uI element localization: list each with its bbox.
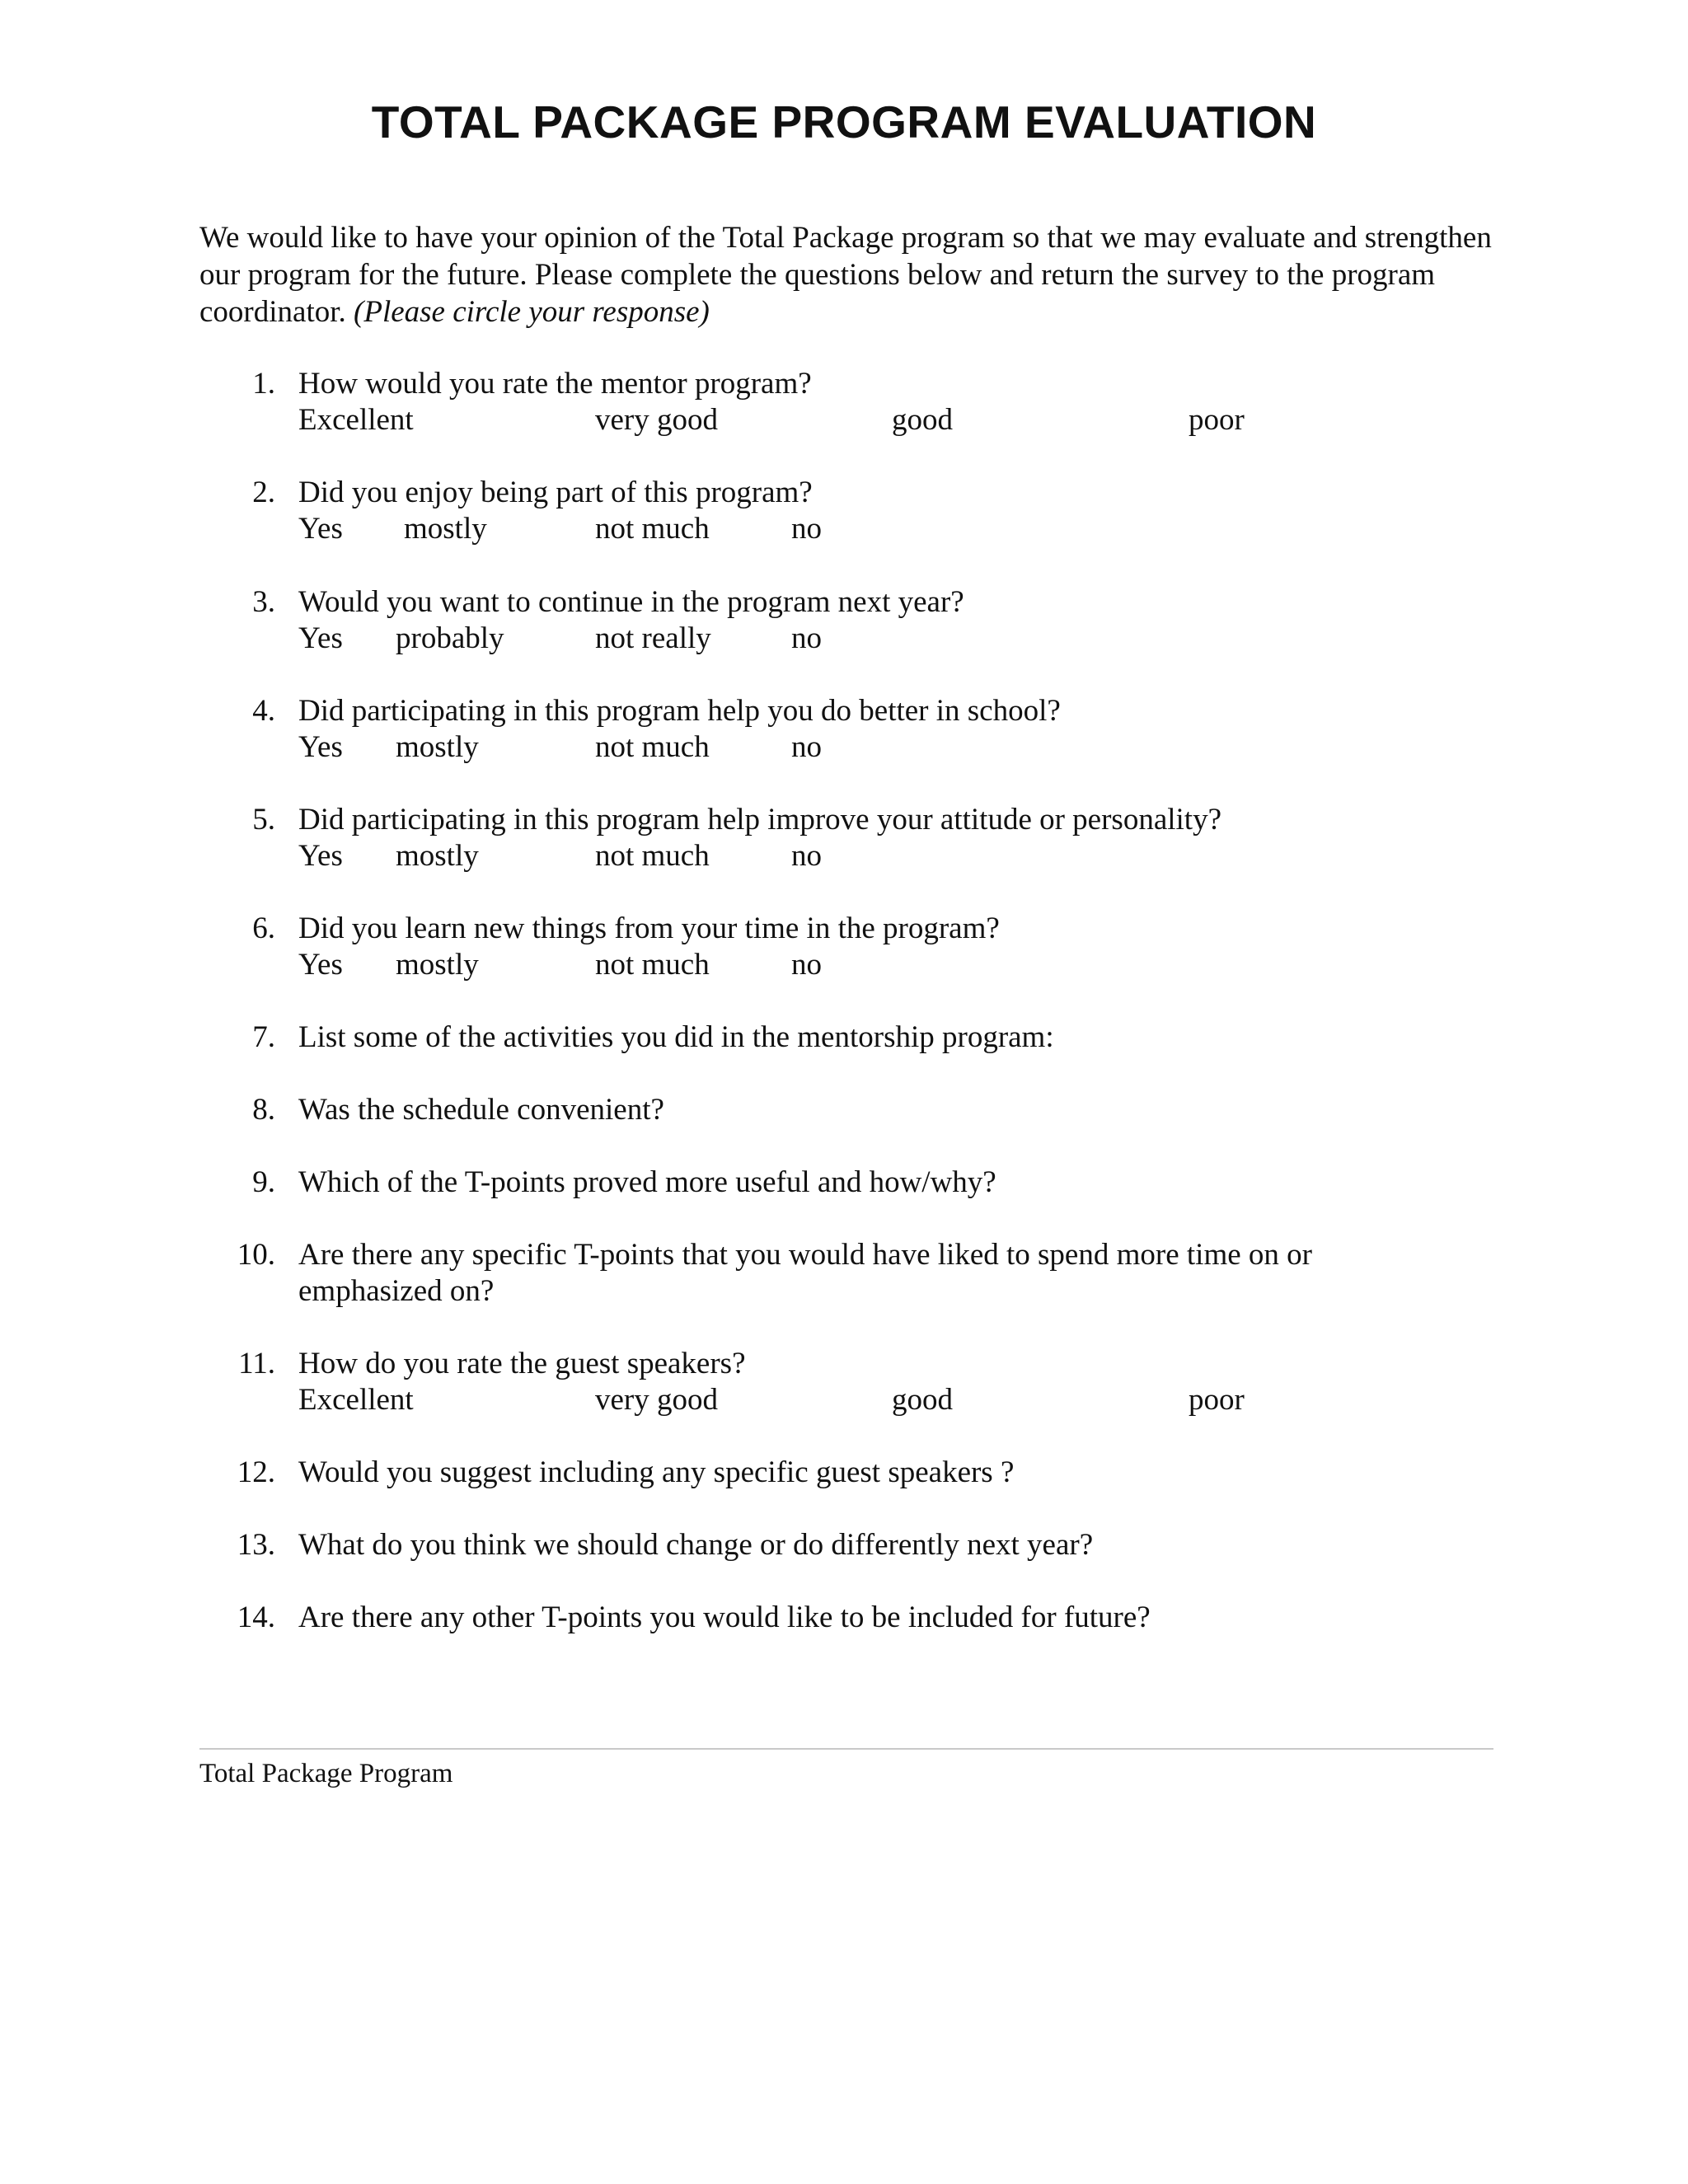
question-number: 3.	[252, 585, 275, 619]
answer-option[interactable]: no	[791, 730, 822, 764]
answer-option[interactable]: good	[892, 403, 953, 437]
question-text: Would you suggest including any specific guest speakers ?	[298, 1455, 1015, 1489]
question-number: 1.	[252, 367, 275, 401]
question-number: 4.	[252, 694, 275, 728]
question-text: Are there any specific T-points that you would have liked to spend more time on or emphasized on?	[298, 1238, 1312, 1308]
answer-option[interactable]: Yes	[298, 839, 343, 873]
answer-option[interactable]: no	[791, 948, 822, 982]
question-number: 10.	[237, 1238, 275, 1272]
answer-option[interactable]: not much	[595, 512, 710, 546]
answer-option[interactable]: good	[892, 1383, 953, 1417]
question-number: 5.	[252, 803, 275, 837]
answer-option[interactable]: very good	[595, 403, 718, 437]
answer-option[interactable]: very good	[595, 1383, 718, 1417]
answer-option[interactable]: probably	[396, 621, 504, 655]
answer-option[interactable]: Excellent	[298, 403, 414, 437]
question-text: Are there any other T-points you would like to be included for future?	[298, 1601, 1151, 1634]
question-text: Did you learn new things from your time in the program?	[298, 912, 1000, 945]
footer-text: Total Package Program	[199, 1759, 453, 1788]
question-number: 12.	[237, 1455, 275, 1489]
answer-option[interactable]: not much	[595, 839, 710, 873]
question-text: Was the schedule convenient?	[298, 1093, 664, 1127]
answer-option[interactable]: poor	[1189, 403, 1245, 437]
intro-note: (Please circle your response)	[354, 295, 710, 329]
question-number: 11.	[238, 1347, 275, 1380]
answer-option[interactable]: not much	[595, 948, 710, 982]
question-number: 13.	[237, 1528, 275, 1562]
question-text: List some of the activities you did in the mentorship program:	[298, 1020, 1054, 1054]
answer-option[interactable]: Excellent	[298, 1383, 414, 1417]
answer-option[interactable]: poor	[1189, 1383, 1245, 1417]
answer-option[interactable]: no	[791, 512, 822, 546]
answer-options	[298, 729, 1452, 766]
question-number: 8.	[252, 1093, 275, 1127]
answer-option[interactable]: mostly	[396, 839, 479, 873]
answer-options	[298, 402, 1452, 438]
question-text: Which of the T-points proved more useful and how/why?	[298, 1165, 996, 1199]
answer-options	[298, 838, 1452, 874]
question-text: Did you enjoy being part of this program?	[298, 476, 813, 509]
answer-option[interactable]: mostly	[404, 512, 487, 546]
answer-option[interactable]: mostly	[396, 730, 479, 764]
answer-option[interactable]: not really	[595, 621, 711, 655]
question-text: Did participating in this program help improve your attitude or personality?	[298, 803, 1222, 837]
answer-option[interactable]: Yes	[298, 948, 343, 982]
question-list	[199, 0, 1493, 1731]
question-text: Did participating in this program help you do better in school?	[298, 694, 1061, 728]
question-number: 2.	[252, 476, 275, 509]
answer-option[interactable]: no	[791, 621, 822, 655]
answer-option[interactable]: Yes	[298, 621, 343, 655]
question-text: How do you rate the guest speakers?	[298, 1347, 746, 1380]
answer-option[interactable]: not much	[595, 730, 710, 764]
intro-text: We would like to have your opinion of the Total Package program so that we may evaluate and strengthen our program for the future. Please complete the questions below and return the survey to the program coordinator.	[199, 221, 1492, 329]
answer-options	[298, 1382, 1452, 1418]
question-number: 9.	[252, 1165, 275, 1199]
footer-divider	[199, 1748, 1493, 1750]
answer-option[interactable]: no	[791, 839, 822, 873]
page-title: TOTAL PACKAGE PROGRAM EVALUATION	[371, 96, 1317, 148]
question-text: How would you rate the mentor program?	[298, 367, 812, 401]
question-text: Would you want to continue in the program next year?	[298, 585, 964, 619]
answer-option[interactable]: mostly	[396, 948, 479, 982]
answer-options	[298, 511, 1452, 547]
answer-option[interactable]: Yes	[298, 730, 343, 764]
question-text: What do you think we should change or do differently next year?	[298, 1528, 1094, 1562]
question-number: 6.	[252, 912, 275, 945]
answer-options	[298, 621, 1452, 657]
question-number: 7.	[252, 1020, 275, 1054]
question-number: 14.	[237, 1601, 275, 1634]
answer-option[interactable]: Yes	[298, 512, 343, 546]
answer-options	[298, 947, 1452, 983]
